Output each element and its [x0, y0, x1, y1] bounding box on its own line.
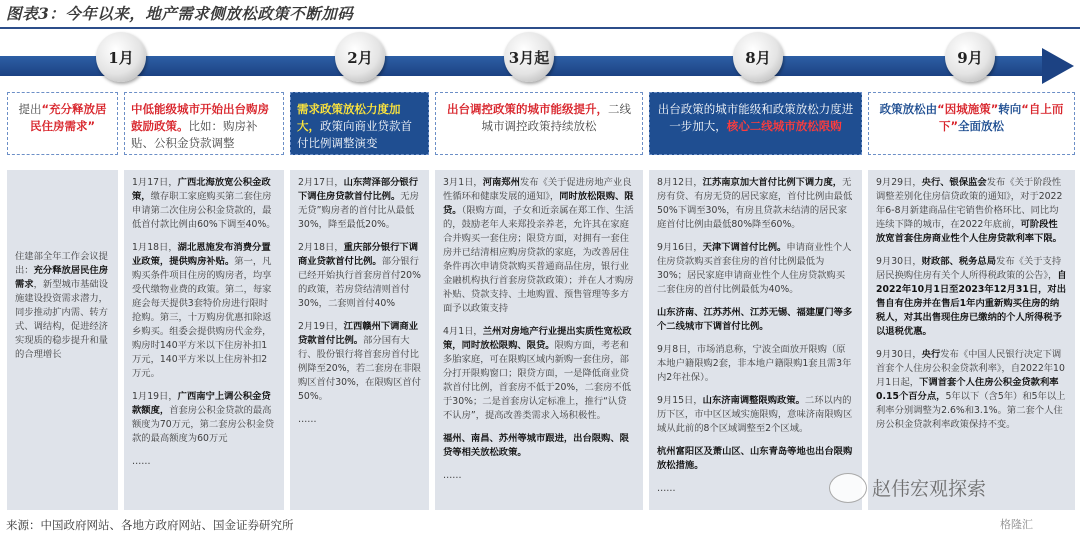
entry-text: 发布《中国人民银行决定下调首套个人住房公积金贷款利率》，自2022年10月1日起， [876, 349, 1065, 388]
entry-bold: 山东济南调整限购政策。 [702, 395, 805, 406]
logo-text: 格隆汇 [1000, 518, 1033, 531]
milestone-mar: 3月起 [504, 32, 554, 82]
wechat-icon [829, 473, 867, 503]
entry-bold: 财政部、税务总局 [921, 256, 997, 267]
policy-entry [132, 241, 276, 381]
entry-date: 9月29日， [876, 177, 922, 188]
entry-text: 限购方面，考老和多胎家庭，可在限购区域内新购一套住房，部分打开限购窗口；限贷方面，一是降低商业贷款首付比例，首套房不低于20%，二套房不低于30%；二是首套房认定标准上，推行“认贷不认房”，提高改善类需求入场积极性。 [443, 340, 632, 421]
entry-date: 2月19日， [298, 321, 344, 332]
header-box-4 [435, 92, 643, 155]
entry-date: 9月30日， [876, 256, 922, 267]
watermark-text: 赵伟宏观探索 [872, 478, 987, 500]
entry-text: 无房无贷”购房者的首付比从最低30%，降至最低20%。 [298, 191, 419, 230]
header-6-hl2: “自上而下” [938, 102, 1064, 133]
header-box-3 [290, 92, 429, 155]
milestone-sep: 9月 [945, 32, 995, 82]
header-4-highlight: 出台调控政策的城市能级提升， [447, 102, 608, 116]
entry-bold: 重庆部分银行下调商业贷款首付比例。 [298, 242, 419, 267]
policy-entry [657, 176, 854, 232]
header-6-post: 全面放松 [958, 119, 1005, 133]
policy-entry [298, 320, 421, 404]
entry-text: 发布《关于促进房地产业良性循环和健康发展的通知》， [443, 177, 632, 202]
entry-bold: 山东菏泽部分银行下调住房贷款首付比例。 [298, 177, 419, 202]
header-box-2 [124, 92, 284, 155]
policy-entry [876, 348, 1067, 432]
policy-entry [443, 325, 635, 423]
arrow-head [1042, 48, 1074, 84]
title-underline [0, 27, 1080, 29]
header-6-mid: 转向 [998, 102, 1022, 116]
entry-date: 9月16日， [657, 242, 703, 253]
entry-date: 2月18日， [298, 242, 344, 253]
policy-entry [298, 413, 421, 427]
header-5-pre: 出台政策的城市能级和政策放松力度进一步加大， [657, 102, 854, 133]
entry-text: 市场消息称，宁波全面放开限购（原本地户籍限购2套，非本地户籍限购1套且需3年内2年社保）。 [657, 344, 852, 383]
entry-text: 发布《关于阶段性调整差别化住房信贷政策的通知》，对于2022年6-8月新建商品住宅销售价格环比、同比均连续下降的城市，在2022年底前， [876, 177, 1063, 230]
entry-date: 9月8日， [657, 344, 697, 355]
policy-entry [298, 241, 421, 311]
policy-entry [657, 241, 854, 297]
entry-bold: 央行 [921, 349, 941, 360]
entry-text: 部分银行已经开始执行首套房首付20%的政策，若房贷结清则首付30%，二套则首付40% [298, 256, 421, 309]
entry-text: 首套房公积金贷款的最高额度为70万元，第二套房公积金贷款的最高额度为60万元 [132, 405, 274, 444]
entry-bold: 湖北恩施发布消费分置业政策，提供购房补贴。 [132, 242, 271, 267]
entry-bold: 福州、南昌、苏州等城市跟进，出台限购、限贷等相关放松政策。 [443, 433, 629, 458]
policy-entry [657, 482, 854, 496]
entry-text: …… [443, 470, 462, 481]
policy-entry [657, 445, 854, 473]
source-note: 来源：中国政府网站、各地方政府网站、国金证券研究所 [6, 518, 294, 532]
entry-bold: 天津下调首付比例。 [702, 242, 787, 253]
column-1-text: 住建部全年工作会议提出：充分释放居民住房需求，新型城市基础设施建设投资需求潜力，同步推动扩内需、转方式、调结构，促进经济实现质的稳步提升和量的合理增长 [15, 251, 108, 360]
entry-text2: （限购方面，子女和近亲属在郑工作、生活的，鼓励老年人来郑投亲养老，允许其在家庭合并购买一套住房；限贷方面，对拥有一套住房并已结清相应购房贷款的家庭，为改善居住条件再次申请贷款购买普通商品住房，银行业金融机构执行首套房贷款政策）；并在人才购房补贴、贷款支持、土地购置、预售管理等多方面予以政策支持 [443, 205, 634, 314]
column-4 [435, 170, 643, 510]
policy-entry [657, 343, 854, 385]
policy-entry [443, 432, 635, 460]
milestone-feb: 2月 [335, 32, 385, 82]
entry-date: 3月1日， [443, 177, 483, 188]
column-2 [124, 170, 284, 510]
entry-bold2: 下调首套个人住房公积金贷款利率0.15个百分点， [876, 377, 1059, 402]
entry-text: …… [298, 414, 317, 425]
entry-bold2: 自2022年10月1日至2023年12月31日，对出售自有住房并在售后1年内重新购买住房的纳税人，对其出售现住房已缴纳的个人所得税予以退税优惠。 [876, 270, 1067, 337]
column-1 [7, 170, 118, 510]
entry-text: 缴存职工家庭购买第二套住房申请第二次住房公积金贷款的，最低首付款比例由60%下调至40%。 [132, 191, 276, 230]
entry-text: 二环以内的历下区，市中区区域实施限购，意味济南限购区域从此前的8个区域调整至2个区域。 [657, 395, 853, 434]
milestone-aug: 8月 [733, 32, 783, 82]
entry-date: 9月30日， [876, 349, 922, 360]
entry-text: 第一，凡购买条件项目住房的购房者，均享受代缴物业费的政策。第二，每家庭会每天提供3套特价房进行限时抢购。第三，十万购房优惠扣除返乡购买。组委会提供购房代金券，购房时140平方米以下住房补扣1万元，140平方米以上住房补扣2万元。 [132, 256, 272, 379]
entry-bold: 央行、银保监会 [921, 177, 987, 188]
entry-bold: 广西南宁上调公积金贷款额度， [132, 391, 271, 416]
policy-entry [132, 455, 276, 469]
entry-bold2: 可阶段性放宽首套住房商业性个人住房贷款利率下限。 [876, 219, 1062, 244]
entry-date: 4月1日， [443, 326, 483, 337]
header-box-1 [7, 92, 118, 155]
entry-bold: 河南郑州 [482, 177, 520, 188]
entry-bold: 江苏南京加大首付比例下调力度， [702, 177, 843, 188]
header-3-highlight: 需求政策放松力度加大， [297, 102, 401, 133]
header-1-pre: 提出 [18, 102, 42, 116]
entry-bold: 江西赣州下调商业贷款首付比例。 [298, 321, 419, 346]
policy-entry [443, 176, 635, 316]
policy-entry [132, 390, 276, 446]
header-3-rest: 政策向商业贷款首付比例调整演变 [297, 119, 412, 150]
entry-date: 9月15日， [657, 395, 703, 406]
header-box-5 [649, 92, 862, 155]
entry-date: 2月17日， [298, 177, 344, 188]
milestone-jan: 1月 [96, 32, 146, 82]
entry-bold: 广西北海放宽公积金政策， [132, 177, 271, 202]
entry-text: 发布《关于支持居民换购住房有关个人所得税政策的公告》， [876, 256, 1062, 281]
policy-entry [876, 255, 1067, 339]
header-box-6 [868, 92, 1075, 155]
entry-date: 1月18日， [132, 242, 178, 253]
entry-date: 1月17日， [132, 177, 178, 188]
header-1-highlight: “充分释放居民住房需求” [29, 102, 107, 133]
entry-bold: 山东济南、江苏苏州、江苏无锡、福建厦门等多个二线城市下调首付比例。 [657, 307, 853, 332]
entry-text: 部分国有大行、股份银行将首套房首付比例降至20%，若二套房在非限购区首付30%，在限购区首付50%。 [298, 335, 421, 402]
header-2-highlight: 中低能级城市开始出台购房鼓励政策。 [131, 102, 269, 133]
page-title: 图表3：今年以来，地产需求侧放松政策不断加码 [6, 4, 354, 23]
policy-entry [876, 176, 1067, 246]
entry-bold2: 同时放松限购、限贷。 [443, 191, 634, 216]
policy-entry [657, 394, 854, 436]
header-6-hl1: “因城施策” [937, 102, 999, 116]
policy-entry [657, 306, 854, 334]
timeline-arrow [0, 48, 1080, 84]
column-5 [649, 170, 862, 510]
entry-text: …… [132, 456, 151, 467]
column-3 [290, 170, 429, 510]
policy-entry [298, 176, 421, 232]
header-2-rest: 比如：购房补贴、公积金贷款调整 [131, 119, 258, 150]
header-6-pre: 政策放松由 [879, 102, 938, 116]
policy-entry [443, 469, 635, 483]
header-4-rest: 二线城市调控政策持续放松 [481, 102, 631, 133]
entry-date: 1月19日， [132, 391, 178, 402]
entry-text: 无房有贷、有房无贷的居民家庭，首付比例由最低50%下调至30%，有房且贷款未结清的居民家庭首付比例由最低80%降至60%。 [657, 177, 853, 230]
entry-text: …… [657, 483, 676, 494]
entry-date: 8月12日， [657, 177, 703, 188]
header-5-highlight: 核心二线城市放松限购 [726, 119, 842, 133]
policy-entry [132, 176, 276, 232]
entry-text: 申请商业性个人住房贷款购买首套住房的首付比例最低为30%；居民家庭申请商业性个人住房贷款购买二套住房的首付比例最低为40%。 [657, 242, 852, 295]
entry-text2: 5年以下（含5年）和5年以上利率分别调整为2.6%和3.1%。第二套个人住房公积金贷款利率政策保持不变。 [876, 391, 1066, 430]
entry-bold: 杭州富阳区及萧山区、山东青岛等地也出台限购放松措施。 [657, 446, 853, 471]
entry-bold: 兰州对房地产行业提出实质性宽松政策，同时放松限购、限贷。 [443, 326, 632, 351]
column-6 [868, 170, 1075, 510]
